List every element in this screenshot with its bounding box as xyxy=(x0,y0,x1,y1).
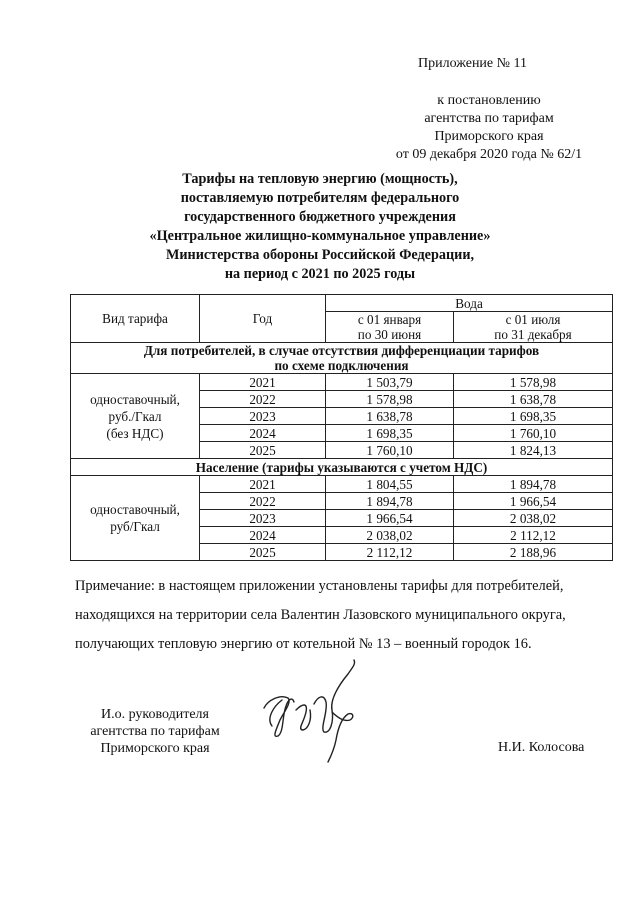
value-cell: 1 578,98 xyxy=(326,391,454,408)
value-cell: 1 578,98 xyxy=(454,374,613,391)
signer-title-line: агентства по тарифам xyxy=(90,724,220,739)
signer-name: Н.И. Колосова xyxy=(498,740,585,755)
value-cell: 2 038,02 xyxy=(326,527,454,544)
year-cell: 2024 xyxy=(200,425,326,442)
header-second-half: с 01 июля по 31 декабря xyxy=(454,312,613,343)
year-cell: 2025 xyxy=(200,442,326,459)
resolution-line: агентства по тарифам xyxy=(424,111,554,126)
note-paragraph xyxy=(75,572,615,659)
handwritten-signature xyxy=(258,656,368,766)
header-tariff-type: Вид тарифа xyxy=(71,295,200,343)
value-cell: 1 760,10 xyxy=(326,442,454,459)
note-line: получающих тепловую энергию от котельной № 13 – военный городок 16. xyxy=(75,636,532,652)
resolution-reference xyxy=(384,92,594,164)
title-line: Тарифы на тепловую энергию (мощность), xyxy=(182,171,458,187)
year-cell: 2021 xyxy=(200,476,326,493)
signer-title xyxy=(78,706,232,757)
value-cell: 1 638,78 xyxy=(454,391,613,408)
tariff-table xyxy=(70,294,613,561)
value-cell: 1 966,54 xyxy=(326,510,454,527)
section-row xyxy=(71,459,613,476)
value-cell: 1 698,35 xyxy=(454,408,613,425)
value-cell: 2 038,02 xyxy=(454,510,613,527)
value-cell: 1 804,55 xyxy=(326,476,454,493)
value-cell: 2 112,12 xyxy=(326,544,454,561)
value-cell: 1 966,54 xyxy=(454,493,613,510)
value-cell: 1 503,79 xyxy=(326,374,454,391)
section-row xyxy=(71,343,613,374)
header-year: Год xyxy=(200,295,326,343)
signer-title-line: И.о. руководителя xyxy=(100,707,209,722)
tariff-type-cell: одноставочный, руб./Гкал (без НДС) xyxy=(71,374,200,459)
resolution-line: Приморского края xyxy=(434,129,544,144)
note-line: находящихся на территории села Валентин Лазовского муниципального округа, xyxy=(75,607,566,623)
title-line: Министерства обороны Российской Федерации, xyxy=(165,247,475,263)
appendix-header: Приложение № 11 xyxy=(418,56,527,71)
year-cell: 2025 xyxy=(200,544,326,561)
signer-title-line: Приморского края xyxy=(100,741,210,756)
value-cell: 1 638,78 xyxy=(326,408,454,425)
note-line: Примечание: в настоящем приложении установлены тарифы для потребителей, xyxy=(75,578,564,594)
header-first-half: с 01 января по 30 июня xyxy=(326,312,454,343)
tariff-type-cell: одноставочный, руб/Гкал xyxy=(71,476,200,561)
header-water: Вода xyxy=(326,295,613,312)
resolution-line: от 09 декабря 2020 года № 62/1 xyxy=(395,147,583,162)
value-cell: 1 894,78 xyxy=(454,476,613,493)
value-cell: 1 698,35 xyxy=(326,425,454,442)
year-cell: 2024 xyxy=(200,527,326,544)
value-cell: 1 894,78 xyxy=(326,493,454,510)
resolution-line: к постановлению xyxy=(437,93,541,108)
year-cell: 2022 xyxy=(200,391,326,408)
year-cell: 2021 xyxy=(200,374,326,391)
table-row xyxy=(71,374,613,391)
value-cell: 2 112,12 xyxy=(454,527,613,544)
title-line: на период с 2021 по 2025 годы xyxy=(224,266,416,282)
table-row xyxy=(71,476,613,493)
value-cell: 1 824,13 xyxy=(454,442,613,459)
value-cell: 1 760,10 xyxy=(454,425,613,442)
section-title: Население (тарифы указываются с учетом НДС) xyxy=(71,459,613,476)
section-title: Для потребителей, в случае отсутствия дифференциации тарифов по схеме подключения xyxy=(71,343,613,374)
year-cell: 2022 xyxy=(200,493,326,510)
title-line: поставляемую потребителям федерального xyxy=(180,190,460,206)
year-cell: 2023 xyxy=(200,510,326,527)
value-cell: 2 188,96 xyxy=(454,544,613,561)
title-line: «Центральное жилищно-коммунальное управление» xyxy=(149,228,491,244)
year-cell: 2023 xyxy=(200,408,326,425)
document-title xyxy=(60,170,580,284)
table-header-row xyxy=(71,295,613,312)
title-line: государственного бюджетного учреждения xyxy=(184,209,456,225)
